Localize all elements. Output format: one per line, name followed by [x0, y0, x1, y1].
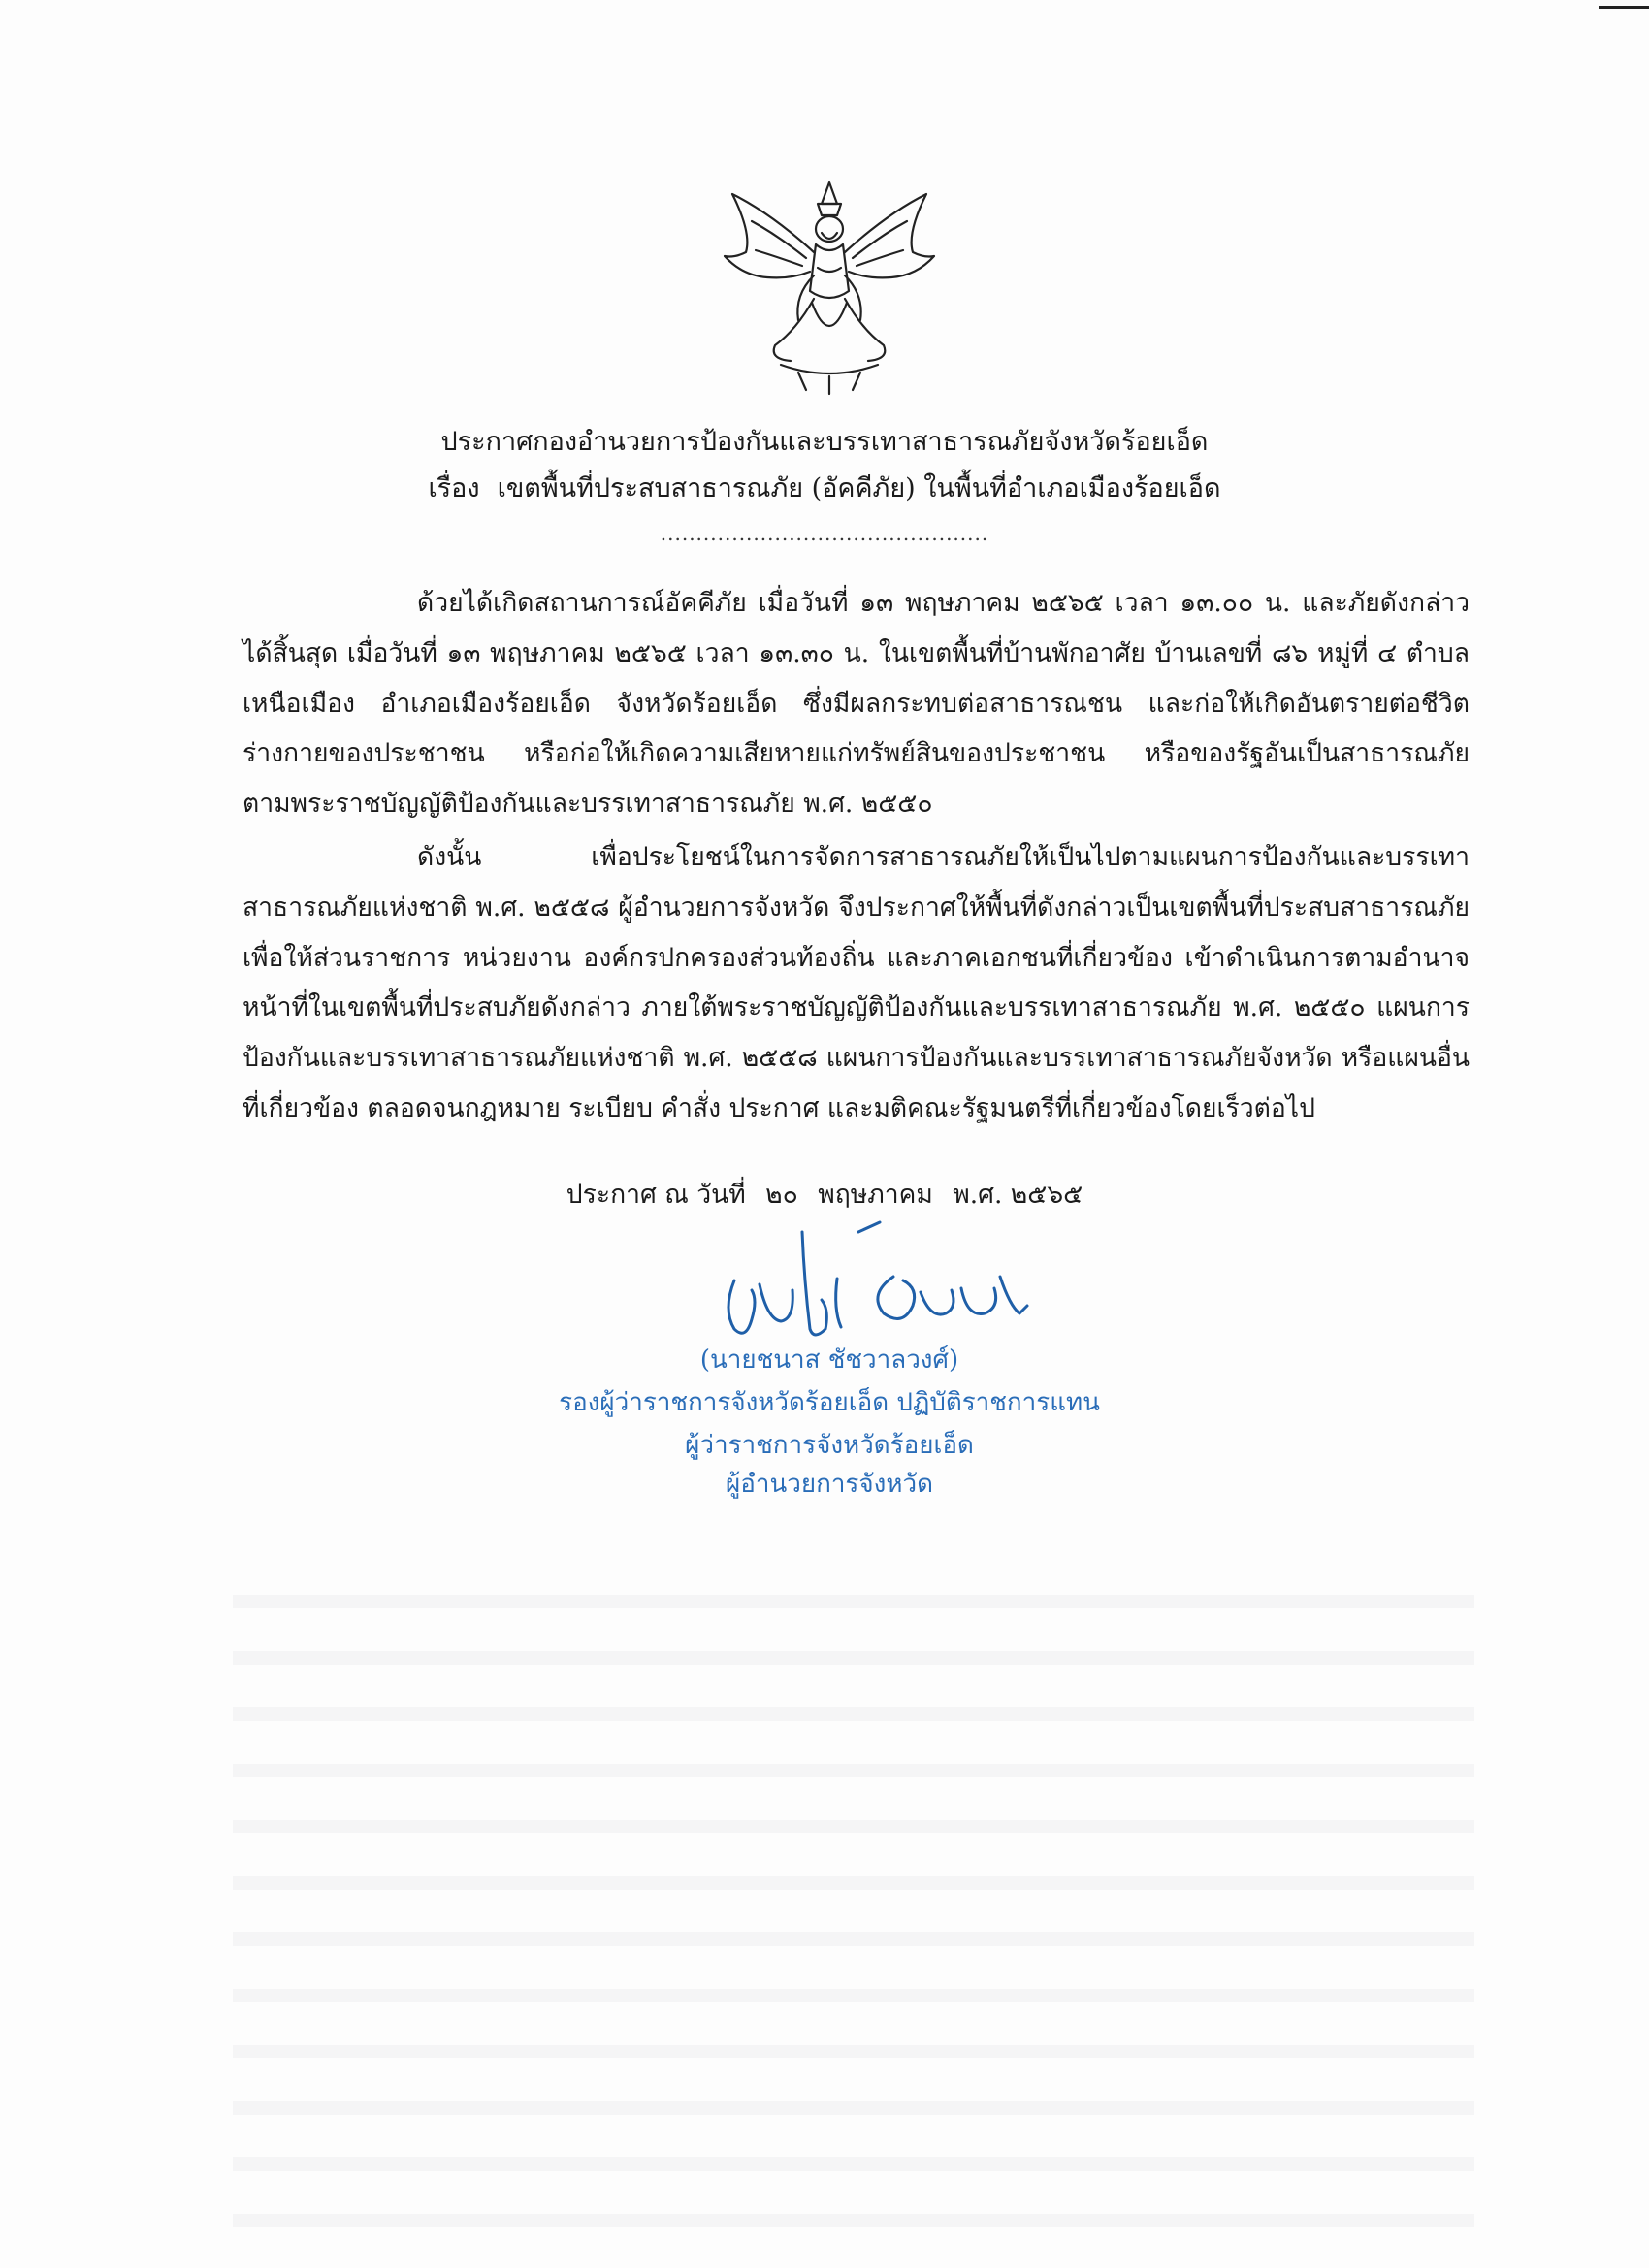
announcement-subject-line: [0, 470, 1649, 508]
reverse-side-bleed-through: [233, 1552, 1474, 2231]
title-separator: ..............................................: [660, 522, 989, 545]
signatory-position-deputy: รองผู้ว่าราชการจังหวัดร้อยเอ็ด ปฏิบัติราชการแทน: [559, 1388, 1100, 1417]
signatory-position-governor: ผู้ว่าราชการจังหวัดร้อยเอ็ด: [685, 1431, 974, 1460]
subject-label: เรื่อง: [428, 473, 480, 503]
scan-corner-mark: [1599, 6, 1649, 9]
announcement-title: ประกาศกองอำนวยการป้องกันและบรรเทาสาธารณภัยจังหวัดร้อยเอ็ด: [440, 427, 1209, 457]
body-paragraph-1: ด้วยได้เกิดสถานการณ์อัคคีภัย เมื่อวันที่ ๑๓ พฤษภาคม ๒๕๖๕ เวลา ๑๓.๐๐ น. และภัยดังกล่าวได้สิ้นสุด เมื่อวันที่ ๑๓ พฤษภาคม ๒๕๖๕ เวลา ๑๓.๓๐ น. ในเขตพื้นที่บ้านพักอาศัย บ้านเลขที่ ๘๖ หมู่ที่ ๔ ตำบลเหนือเมือง อำเภอเมืองร้อยเอ็ด จังหวัดร้อยเอ็ด ซึ่งมีผลกระทบต่อสาธารณชน และก่อให้เกิดอันตรายต่อชีวิตร่างกายของประชาชน หรือก่อให้เกิดความเสียหายแก่ทรัพย์สินของประชาชน หรือของรัฐอันเป็นสาธารณภัยตามพระราชบัญญัติป้องกันและบรรเทาสาธารณภัย พ.ศ. ๒๕๕๐: [242, 588, 1470, 820]
announcement-date: [0, 1176, 1649, 1215]
date-prefix: ประกาศ ณ วันที่: [566, 1180, 746, 1210]
date-day: ๒๐: [765, 1180, 798, 1210]
signatory-name: (นายชนาส ชัชวาลวงศ์): [699, 1345, 959, 1375]
date-year: พ.ศ. ๒๕๖๕: [953, 1180, 1083, 1210]
garuda-emblem-icon: [713, 175, 946, 398]
subject-text: เขตพื้นที่ประสบสาธารณภัย (อัคคีภัย) ในพื้นที่อำเภอเมืองร้อยเอ็ด: [497, 473, 1221, 503]
body-paragraph-2: ดังนั้น เพื่อประโยชน์ในการจัดการสาธารณภัยให้เป็นไปตามแผนการป้องกันและบรรเทาสาธารณภัยแห่งชาติ พ.ศ. ๒๕๕๘ ผู้อำนวยการจังหวัด จึงประกาศให้พื้นที่ดังกล่าวเป็นเขตพื้นที่ประสบสาธารณภัย เพื่อให้ส่วนราชการ หน่วยงาน องค์กรปกครองส่วนท้องถิ่น และภาคเอกชนที่เกี่ยวข้อง เข้าดำเนินการตามอำนาจหน้าที่ในเขตพื้นที่ประสบภัยดังกล่าว ภายใต้พระราชบัญญัติป้องกันและบรรเทาสาธารณภัย พ.ศ. ๒๕๕๐ แผนการป้องกันและบรรเทาสาธารณภัยแห่งชาติ พ.ศ. ๒๕๕๘ แผนการป้องกันและบรรเทาสาธารณภัยจังหวัด หรือแผนอื่นที่เกี่ยวข้อง ตลอดจนกฎหมาย ระเบียบ คำสั่ง ประกาศ และมติคณะรัฐมนตรีที่เกี่ยวข้องโดยเร็วต่อไป: [242, 842, 1470, 1123]
date-month: พฤษภาคม: [818, 1180, 933, 1210]
signatory-position-director: ผู้อำนวยการจังหวัด: [726, 1470, 933, 1499]
handwritten-signature: [713, 1213, 1043, 1358]
